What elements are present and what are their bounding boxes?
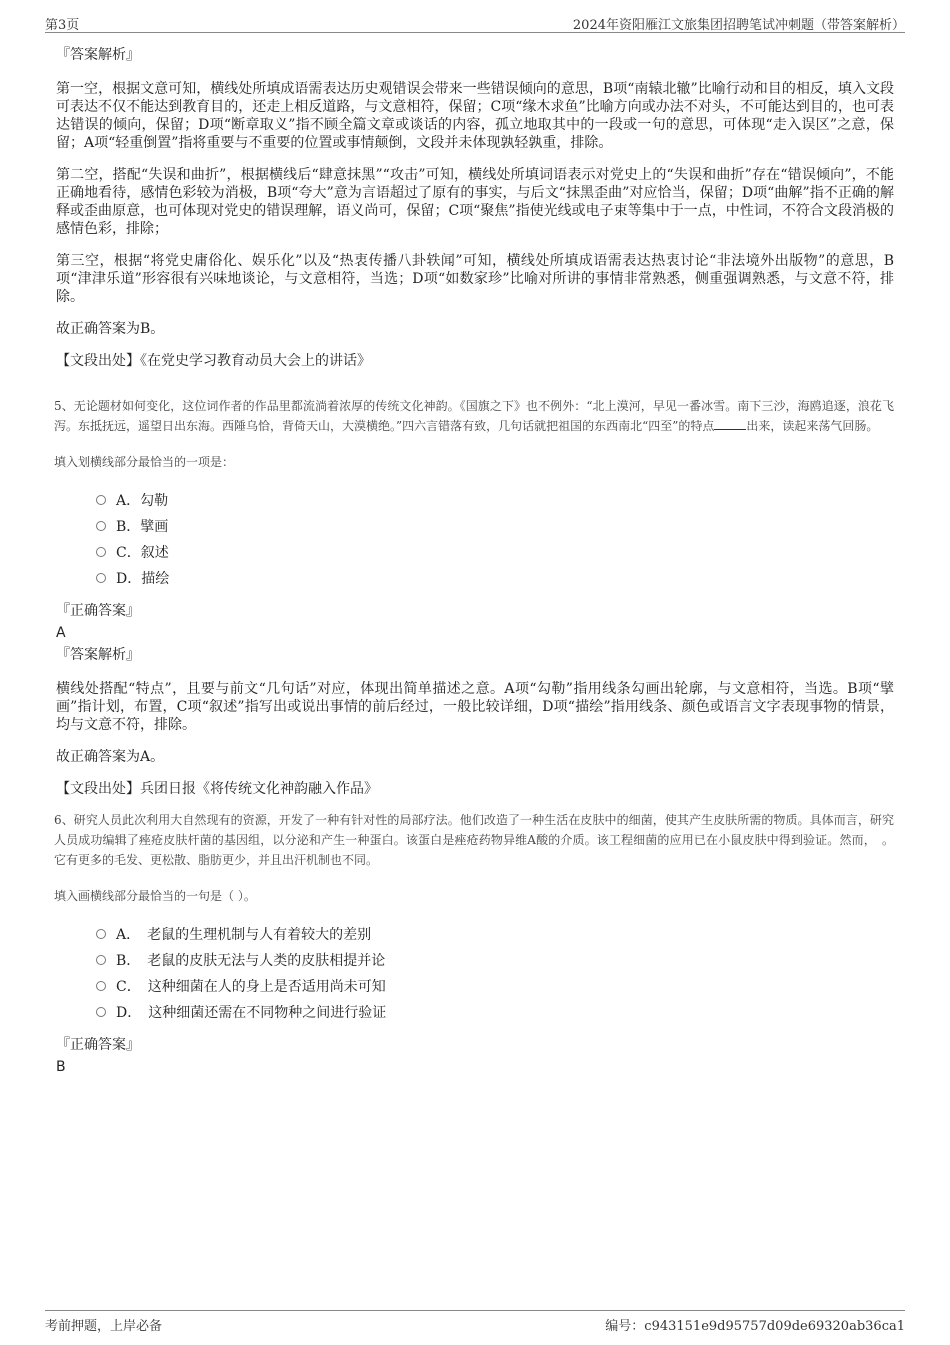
document-title: 2024年资阳雁江文旅集团招聘笔试冲刺题（带答案解析） bbox=[572, 18, 905, 33]
question-5-options bbox=[96, 488, 894, 592]
analysis-paragraph-1: 第一空，根据文意可知，横线处所填成语需表达历史观错误会带来一些错误倾向的意思，B项“南辕北辙”比喻行动和目的相反，填入文段可表达不仅不能达到教育目的，还走上相反道路，与文意相符，保留；C项“缘木求鱼”比喻方向或办法不对头，不可能达到目的，也可表达错误的倾向，保留；D项“断章取义”指不顾全篇文章或谈话的内容，孤立地取其中的一段或一句的意思，可体现“走入误区”之意，保留；A项“轻重倒置”指将重要与不重要的位置或事情颠倒，文段并未体现孰轻孰重，排除。 bbox=[56, 81, 894, 151]
option-c[interactable]: C． 这种细菌在人的身上是否适用尚未可知 bbox=[96, 974, 894, 1000]
correct-answer-label: 『正确答案』 bbox=[56, 603, 140, 619]
analysis-paragraph-3: 第三空，根据“将党史庸俗化、娱乐化”以及“热衷传播八卦轶闻”可知，横线处所填成语需表达热衷讨论“非法境外出版物”的意思，B项“津津乐道”形容很有兴味地谈论，与文意相符，当选；D项“如数家珍”比喻对所讲的事情非常熟悉，侧重强调熟悉，与文意不符，排除。 bbox=[56, 253, 894, 305]
question-6-options bbox=[96, 922, 894, 1026]
radio-icon[interactable] bbox=[96, 547, 106, 557]
question-5-stem: 5、无论题材如何变化，这位词作者的作品里都流淌着浓厚的传统文化神韵。《国旗之下》也不例外：“北上漠河，早见一番冰雪。南下三沙，海鸥追逐，浪花飞泻。东抵抚远，遥望日出东海。西陲乌恰，背倚天山，大漠横绝。”四六言错落有致，几句话就把祖国的东西南北“四至”的特点 出来，读起来荡气回肠。 bbox=[54, 399, 894, 433]
radio-icon[interactable] bbox=[96, 495, 106, 505]
option-b[interactable]: B． 老鼠的皮肤无法与人类的皮肤相提并论 bbox=[96, 948, 894, 974]
question-5-source: 【文段出处】兵团日报《将传统文化神韵融入作品》 bbox=[56, 781, 378, 797]
option-b[interactable]: B．擘画 bbox=[96, 514, 894, 540]
analysis-label: 『答案解析』 bbox=[56, 47, 140, 63]
option-d[interactable]: D． 这种细菌还需在不同物种之间进行验证 bbox=[96, 1000, 894, 1026]
conclusion: 故正确答案为B。 bbox=[56, 321, 165, 337]
page-footer bbox=[45, 1310, 905, 1335]
radio-icon[interactable] bbox=[96, 981, 106, 991]
fill-blank bbox=[714, 417, 746, 430]
source-citation: 【文段出处】《在党史学习教育动员大会上的讲话》 bbox=[56, 353, 371, 369]
question-5-conclusion: 故正确答案为A。 bbox=[56, 749, 165, 765]
correct-answer: A bbox=[56, 625, 66, 641]
page-content bbox=[56, 46, 894, 1080]
radio-icon[interactable] bbox=[96, 573, 106, 583]
radio-icon[interactable] bbox=[96, 1007, 106, 1017]
question-6-prompt: 填入画横线部分最恰当的一句是（ ）。 bbox=[54, 889, 256, 903]
question-6-stem: 6、研究人员此次利用大自然现有的资源，开发了一种有针对性的局部疗法。他们改造了一种生活在皮肤中的细菌，使其产生皮肤所需的物质。具体而言，研究人员成功编辑了痤疮皮肤杆菌的基因组，以分泌和产生一种蛋白。该蛋白是痤疮药物异维A酸的介质。该工程细菌的应用已在小鼠皮肤中得到验证。然而， 。它有更多的毛发、更松散、脂肪更少，并且出汗机制也不同。 bbox=[54, 813, 894, 867]
radio-icon[interactable] bbox=[96, 929, 106, 939]
option-a[interactable]: A．勾勒 bbox=[96, 488, 894, 514]
question-5-prompt: 填入划横线部分最恰当的一项是： bbox=[54, 455, 235, 469]
option-c[interactable]: C．叙述 bbox=[96, 540, 894, 566]
radio-icon[interactable] bbox=[96, 521, 106, 531]
question-5-analysis: 横线处搭配“特点”，且要与前文“几句话”对应，体现出简单描述之意。A项“勾勒”指用线条勾画出轮廓，与文意相符，当选。B项“擘画”指计划，布置，C项“叙述”指写出或说出事情的前后经过，一般比较详细，D项“描绘”指用线条、颜色或语言文字表现事物的情景，均与文意不符，排除。 bbox=[56, 681, 894, 733]
radio-icon[interactable] bbox=[96, 955, 106, 965]
option-d[interactable]: D．描绘 bbox=[96, 566, 894, 592]
page-header bbox=[45, 12, 905, 33]
footer-slogan: 考前押题，上岸必备 bbox=[45, 1319, 163, 1334]
analysis-paragraph-2: 第二空，搭配“失误和曲折”，根据横线后“肆意抹黑”“攻击”可知，横线处所填词语表示对党史上的“失误和曲折”存在“错误倾向”，不能正确地看待，感情色彩较为消极，B项“夸大”意为言语超过了原有的事实，与后文“抹黑歪曲”对应恰当，保留；D项“曲解”指不正确的解释或歪曲原意，也可体现对党史的错误理解，语义尚可，保留；C项“聚焦”指使光线或电子束等集中于一点，中性词，不符合文段消极的感情色彩，排除； bbox=[56, 167, 894, 237]
correct-answer-label: 『正确答案』 bbox=[56, 1037, 140, 1053]
document-id: 编号：c943151e9d95757d09de69320ab36ca1 bbox=[605, 1319, 905, 1334]
page-number: 第3页 bbox=[45, 18, 80, 33]
correct-answer: B bbox=[56, 1059, 66, 1075]
option-a[interactable]: A． 老鼠的生理机制与人有着较大的差别 bbox=[96, 922, 894, 948]
analysis-label: 『答案解析』 bbox=[56, 647, 140, 663]
